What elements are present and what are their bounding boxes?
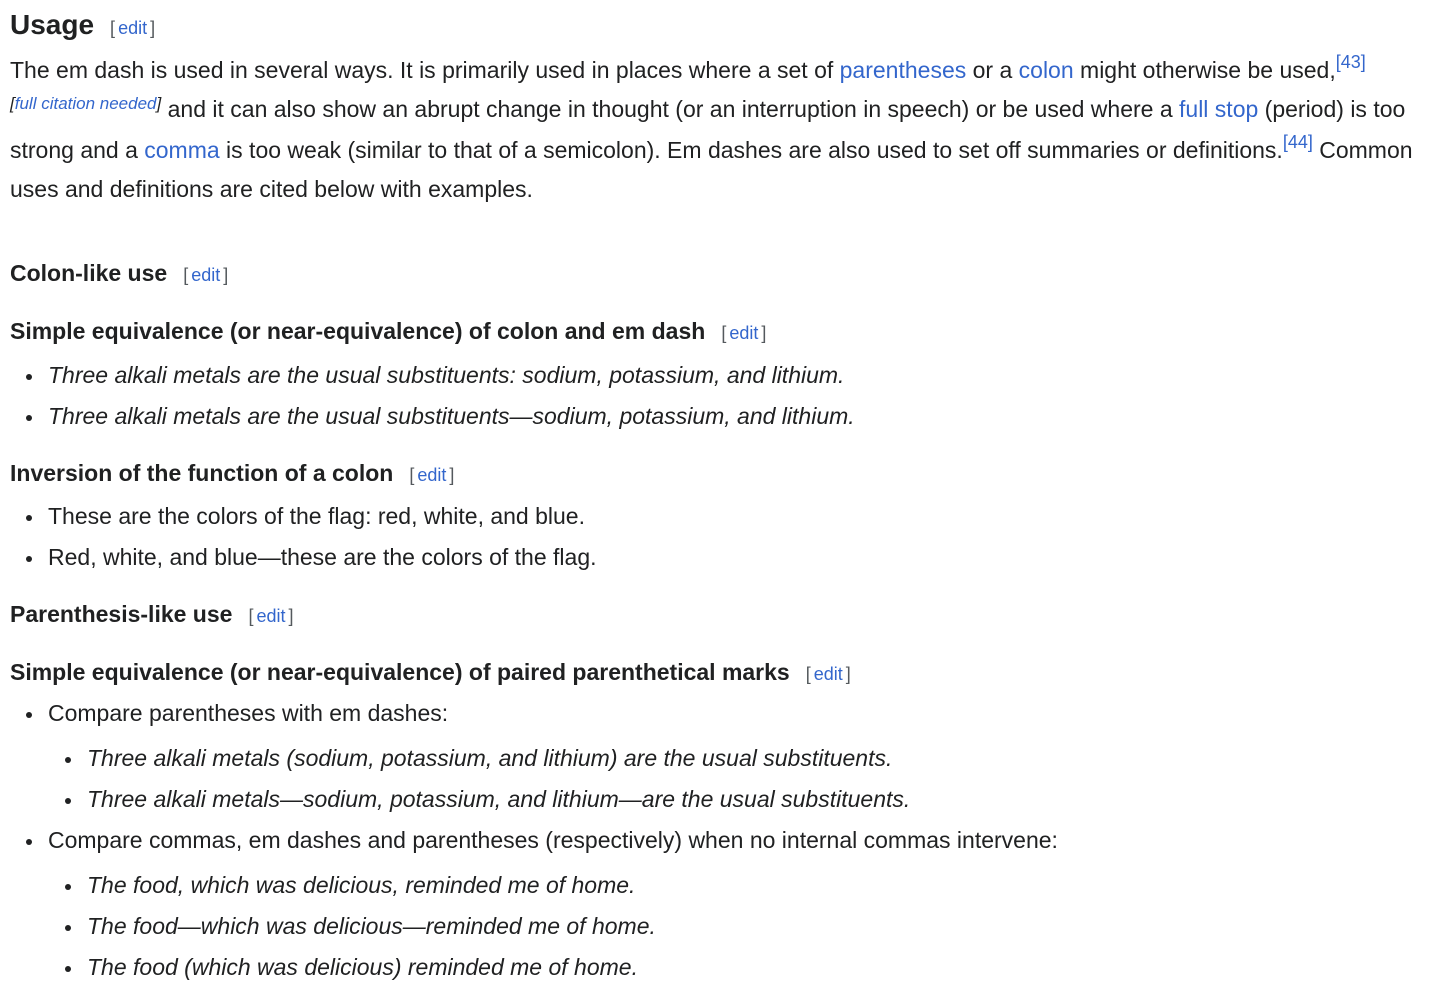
list-item: The food—which was delicious—reminded me of home. — [87, 906, 1433, 947]
nested-example-list — [48, 738, 1433, 820]
heading-parenthesis-like-use — [10, 599, 1433, 631]
heading-simple-equivalence-paired — [10, 657, 1433, 689]
edit-link[interactable]: edit — [118, 18, 148, 38]
full-stop-link[interactable]: full stop — [1179, 95, 1259, 122]
list-item: The food, which was delicious, reminded me of home. — [87, 865, 1433, 906]
list-item: Three alkali metals are the usual substituents—sodium, potassium, and lithium. — [48, 396, 1433, 437]
intro-text: is too weak (similar to that of a semicolon). Em dashes are also used to set off summaries or definitions. — [219, 137, 1283, 163]
nested-example-list — [48, 865, 1433, 988]
intro-text: Common uses and definitions are cited below with examples. — [10, 137, 1413, 202]
list-item — [48, 820, 1433, 988]
heading-simple-equivalence-colon — [10, 316, 1433, 348]
intro-paragraph — [10, 51, 1433, 208]
edit-link[interactable]: edit — [813, 664, 843, 684]
edit-section-inversion-colon: [ edit ] — [409, 465, 455, 485]
edit-link[interactable]: edit — [417, 465, 447, 485]
list-item-text: Compare parentheses with em dashes: — [48, 700, 449, 726]
edit-section-simple-equivalence-colon: [ edit ] — [721, 323, 767, 343]
intro-text: might otherwise be used, — [1073, 57, 1336, 83]
edit-section-usage: [ edit ] — [110, 18, 156, 38]
list-item: The food (which was delicious) reminded me of home. — [87, 947, 1433, 988]
edit-link[interactable]: edit — [256, 606, 286, 626]
heading-text: Simple equivalence (or near-equivalence) of colon and em dash — [10, 318, 706, 344]
intro-text: and it can also show an abrupt change in thought (or an interruption in speech) or be used where a — [161, 95, 1180, 122]
intro-text: (period) is too strong and a — [10, 95, 1406, 163]
reference-44[interactable]: [44] — [1282, 132, 1313, 153]
edit-section-simple-equivalence-paired: [ edit ] — [805, 664, 851, 684]
edit-section-parenthesis-like: [ edit ] — [248, 606, 294, 626]
list-item — [48, 693, 1433, 820]
list-item: Three alkali metals (sodium, potassium, and lithium) are the usual substituents. — [87, 738, 1433, 779]
parentheses-link[interactable]: parentheses — [839, 57, 967, 83]
edit-section-colon-like: [ edit ] — [183, 265, 229, 285]
section-title: Usage — [10, 9, 95, 40]
edit-link[interactable]: edit — [191, 265, 221, 285]
intro-text: or a — [966, 57, 1019, 83]
full-citation-needed-link[interactable]: full citation needed — [14, 93, 157, 113]
colon-link[interactable]: colon — [1018, 57, 1074, 83]
list-item: Red, white, and blue—these are the colors of the flag. — [48, 537, 1433, 578]
heading-inversion-colon — [10, 458, 1433, 490]
full-citation-needed: [full citation needed] — [10, 93, 162, 113]
heading-text: Parenthesis-like use — [10, 601, 233, 627]
list-item: These are the colors of the flag: red, white, and blue. — [48, 496, 1433, 537]
list-item-text: Compare commas, em dashes and parentheses (respectively) when no internal commas intervene: — [48, 827, 1058, 853]
intro-text: The em dash is used in several ways. It is primarily used in places where a set of — [10, 57, 840, 83]
heading-text: Colon-like use — [10, 260, 168, 286]
heading-text: Inversion of the function of a colon — [10, 460, 394, 486]
reference-43[interactable]: [43] — [1335, 52, 1366, 73]
heading-text: Simple equivalence (or near-equivalence) of paired parenthetical marks — [10, 659, 790, 685]
edit-link[interactable]: edit — [729, 323, 759, 343]
heading-colon-like-use — [10, 258, 1433, 290]
example-list — [10, 496, 1433, 578]
example-list — [10, 693, 1433, 988]
comma-link[interactable]: comma — [144, 137, 220, 163]
list-item: Three alkali metals are the usual substituents: sodium, potassium, and lithium. — [48, 355, 1433, 396]
example-list — [10, 355, 1433, 437]
list-item: Three alkali metals—sodium, potassium, and lithium—are the usual substituents. — [87, 779, 1433, 820]
section-heading-usage — [10, 0, 1433, 45]
